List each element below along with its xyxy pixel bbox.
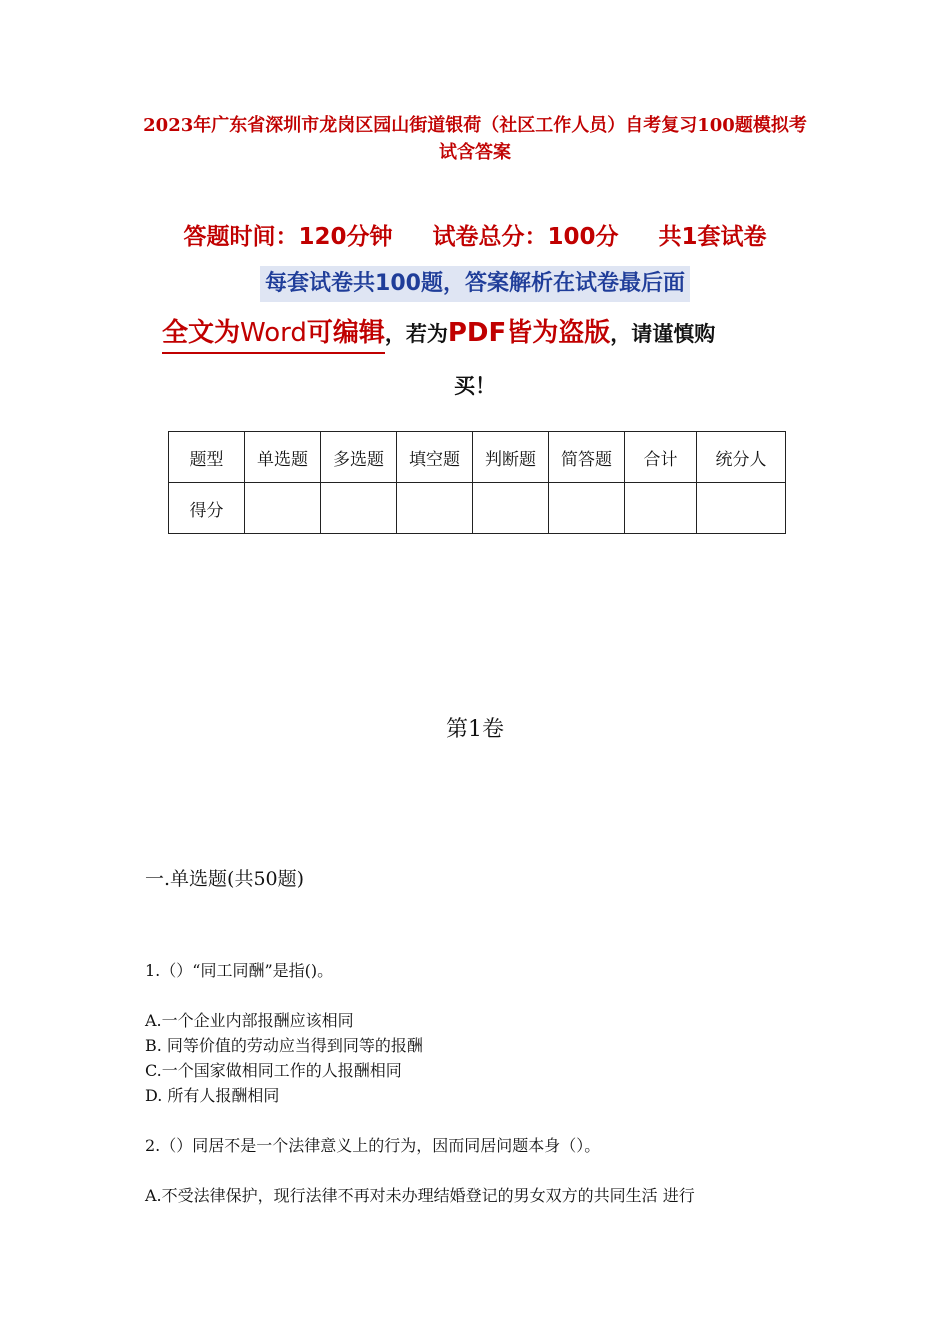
score-table: [168, 431, 786, 534]
score-cell: [397, 483, 473, 534]
document-title: 2023年广东省深圳市龙岗区园山街道银荷（社区工作人员）自考复习100题模拟考试含答案: [143, 115, 807, 163]
score-cell: [473, 483, 549, 534]
header-cell-multi: 多选题: [321, 432, 397, 483]
header-cell-fill: 填空题: [397, 432, 473, 483]
header-cell-total: 合计: [625, 432, 697, 483]
word-editable-notice: [162, 312, 715, 349]
word-notice-c: 可编辑: [306, 318, 385, 348]
score-cell: [697, 483, 786, 534]
answer-notice-text: 每套试卷共100题，答案解析在试卷最后面: [260, 266, 690, 302]
score-table-score-row: [169, 483, 786, 534]
score-table-header-row: [169, 432, 786, 483]
answer-notice: [0, 266, 950, 302]
exam-total-score: 试卷总分：100分: [432, 224, 619, 250]
score-cell: [549, 483, 625, 534]
score-cell: [321, 483, 397, 534]
word-notice-if: 若为: [405, 322, 448, 346]
question-option: A.一个企业内部报酬应该相同: [145, 1011, 354, 1030]
score-row-label: 得分: [169, 483, 245, 534]
header-cell-judge: 判断题: [473, 432, 549, 483]
header-cell-type: 题型: [169, 432, 245, 483]
word-notice-a: 全文为: [162, 318, 241, 348]
question-option: D. 所有人报酬相同: [145, 1086, 280, 1105]
score-cell: [245, 483, 321, 534]
exam-info: [0, 218, 950, 251]
question-stem: 2.（）同居不是一个法律意义上的行为，因而同居问题本身（）。: [145, 1136, 601, 1155]
word-notice-buy: 买！: [454, 374, 496, 398]
header-cell-grader: 统分人: [697, 432, 786, 483]
word-notice-comma: ，: [384, 322, 406, 346]
exam-time: 答题时间：120分钟: [183, 224, 393, 250]
header-cell-short: 简答题: [549, 432, 625, 483]
section-heading: 一.单选题(共50题): [145, 868, 305, 890]
question-option: C.一个国家做相同工作的人报酬相同: [145, 1061, 402, 1080]
word-notice-b: Word: [240, 318, 307, 348]
word-notice-pdf: PDF皆为盗版: [447, 318, 611, 348]
word-notice-careful: ，请谨慎购: [610, 322, 716, 346]
exam-sets: 共1套试卷: [658, 224, 767, 250]
header-cell-single: 单选题: [245, 432, 321, 483]
question-option: B. 同等价值的劳动应当得到同等的报酬: [145, 1036, 423, 1055]
question-option: A.不受法律保护，现行法律不再对未办理结婚登记的男女双方的共同生活 进行: [145, 1186, 695, 1205]
volume-heading: 第1卷: [446, 717, 504, 742]
word-notice-highlight: [162, 318, 385, 354]
question-stem: 1.（）“同工同酬”是指()。: [145, 961, 334, 980]
score-cell: [625, 483, 697, 534]
